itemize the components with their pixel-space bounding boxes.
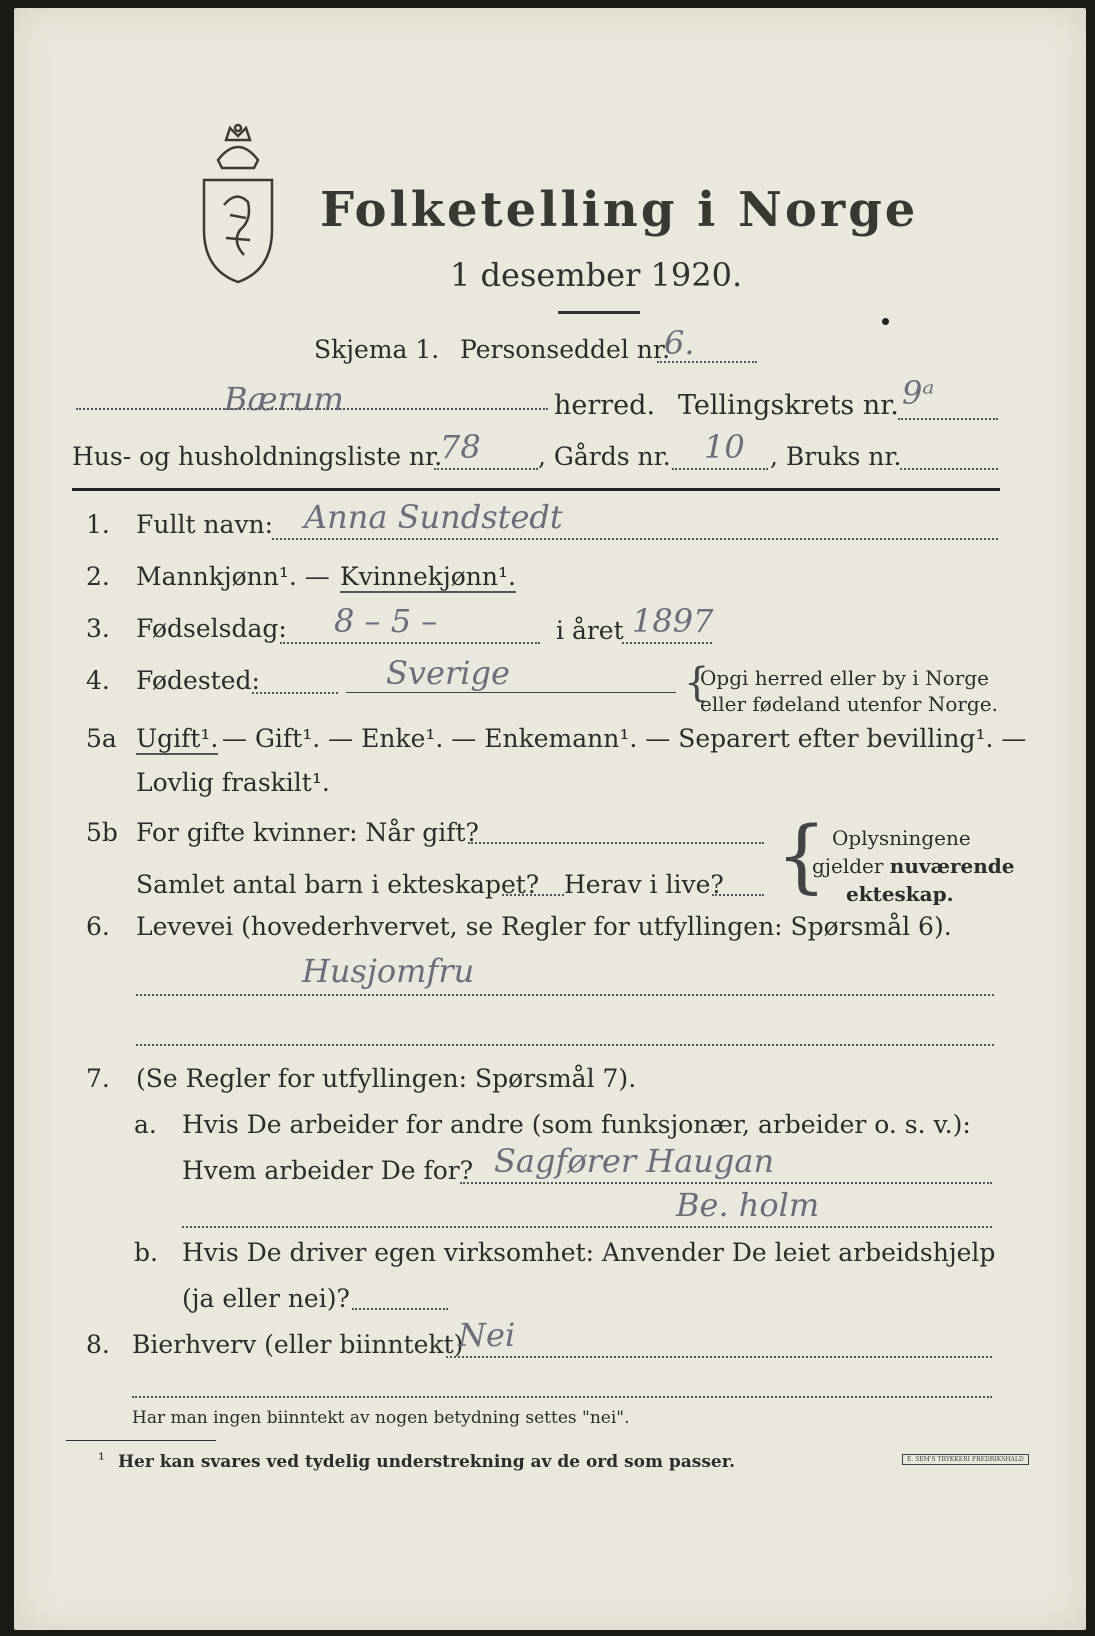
personseddel-field-line: [657, 361, 757, 363]
children-count-label: Samlet antal barn i ekteskapet?: [136, 870, 540, 899]
full-name-field-line: [272, 538, 998, 540]
side-income-value[interactable]: Nei: [458, 1316, 516, 1354]
schema-label: Skjema 1.: [314, 335, 440, 364]
title-divider: [558, 311, 640, 314]
employer-value-line1[interactable]: Sagfører Haugan: [494, 1142, 775, 1180]
marriage-note-line1: Oplysningene: [832, 826, 971, 850]
personseddel-label: Personseddel nr.: [460, 335, 671, 364]
gards-value[interactable]: 10: [704, 428, 745, 466]
status-unmarried-option[interactable]: Ugift¹.: [136, 724, 219, 753]
husliste-field-line: [434, 468, 538, 470]
marriage-note-emphasis: nuværende: [889, 854, 1015, 878]
footnote-rule: [66, 1440, 216, 1441]
census-date: 1 desember 1920.: [450, 256, 743, 294]
q8-label: Bierhverv (eller biinntekt): [132, 1330, 464, 1359]
q7-number: 7.: [86, 1064, 110, 1093]
birthplace-note-line2: eller fødeland utenfor Norge.: [700, 692, 998, 716]
footnote-mark: ¹: [98, 1450, 105, 1470]
gards-field-line: [672, 468, 768, 470]
bruks-label: , Bruks nr.: [770, 442, 902, 471]
side-income-field-line-2: [132, 1396, 992, 1398]
q4-number: 4.: [86, 666, 110, 695]
birth-year-value[interactable]: 1897: [632, 602, 714, 640]
marriage-note-brace: {: [776, 809, 827, 902]
gender-male-option[interactable]: Mannkjønn¹. —: [136, 562, 330, 591]
q4-label: Fødested:: [136, 666, 260, 695]
birthplace-field-line: [346, 692, 676, 693]
gards-label: , Gårds nr.: [538, 442, 671, 471]
children-alive-label: Herav i live?: [564, 870, 724, 899]
occupation-field-line-1: [136, 994, 994, 996]
ink-dot: [882, 318, 889, 325]
q2-number: 2.: [86, 562, 110, 591]
married-when-label: For gifte kvinner: Når gift?: [136, 818, 479, 847]
marriage-note-line2: gjelder nuværende: [812, 854, 1015, 878]
q1-label: Fullt navn:: [136, 510, 274, 539]
employer-field-line-1: [460, 1182, 992, 1184]
q7-label: (Se Regler for utfyllingen: Spørsmål 7).: [136, 1064, 637, 1093]
employer-label: Hvem arbeider De for?: [182, 1156, 474, 1185]
birthplace-field-line-left: [252, 692, 338, 694]
herred-field-line: [76, 408, 548, 410]
bruks-field-line: [900, 468, 998, 470]
occupation-value[interactable]: Husjomfru: [302, 952, 475, 990]
children-count-field-line: [502, 894, 564, 896]
marriage-note-line3: ekteskap.: [846, 882, 954, 906]
q7a-letter: a.: [134, 1110, 157, 1139]
birthplace-value[interactable]: Sverige: [386, 654, 510, 692]
q7a-line1: Hvis De arbeider for andre (som funksjonær, arbeider o. s. v.):: [182, 1110, 971, 1139]
header-divider: [72, 488, 1000, 491]
q6-label: Levevei (hovederhvervet, se Regler for utfyllingen: Spørsmål 6).: [136, 912, 952, 941]
side-income-note: Har man ingen biinntekt av nogen betydning settes "nei".: [132, 1408, 630, 1428]
q6-number: 6.: [86, 912, 110, 941]
employer-value-line2[interactable]: Be. holm: [676, 1186, 820, 1224]
married-when-field-line: [468, 842, 764, 844]
status-divorced-option[interactable]: Lovlig fraskilt¹.: [136, 768, 330, 797]
employer-field-line-2: [182, 1226, 992, 1228]
printer-stamp: E. SEM'S TRYKKERI FREDRIKSHALD: [902, 1454, 1029, 1465]
birthplace-note-brace: {: [684, 660, 710, 706]
tellingskrets-value[interactable]: 9ᵃ: [902, 374, 935, 412]
full-name-value[interactable]: Anna Sundstedt: [304, 498, 563, 536]
side-income-field-line-1: [446, 1356, 992, 1358]
tellingskrets-field-line: [898, 418, 998, 420]
q3-label: Fødselsdag:: [136, 614, 287, 643]
hired-help-field-line: [352, 1308, 448, 1310]
census-form-sheet: [14, 8, 1086, 1630]
q1-number: 1.: [86, 510, 110, 539]
birthdate-value[interactable]: 8 – 5 –: [334, 602, 438, 640]
norwegian-coat-of-arms-icon: [196, 120, 280, 286]
q7b-letter: b.: [134, 1238, 158, 1267]
herred-label: herred.: [554, 390, 656, 421]
q5b-number: 5b: [86, 818, 118, 847]
birthplace-note-line1: Opgi herred eller by i Norge: [700, 666, 989, 690]
personseddel-value[interactable]: 6.: [664, 324, 695, 362]
form-title: Folketelling i Norge: [320, 182, 919, 238]
q8-number: 8.: [86, 1330, 110, 1359]
children-alive-field-line: [712, 894, 764, 896]
gender-female-option[interactable]: Kvinnekjønn¹.: [340, 562, 516, 591]
birthdate-field-line: [280, 642, 540, 644]
birth-year-field-line: [622, 642, 712, 644]
q7b-line1: Hvis De driver egen virksomhet: Anvender De leiet arbeidshjelp: [182, 1238, 996, 1267]
occupation-field-line-2: [136, 1044, 994, 1046]
tellingskrets-label: Tellingskrets nr.: [678, 390, 899, 421]
birth-year-label: i året: [556, 616, 624, 645]
husliste-label: Hus- og husholdningsliste nr.: [72, 442, 443, 471]
husliste-value[interactable]: 78: [440, 428, 481, 466]
q5a-number: 5a: [86, 724, 117, 753]
q3-number: 3.: [86, 614, 110, 643]
hired-help-label: (ja eller nei)?: [182, 1284, 350, 1313]
marital-status-options[interactable]: — Gift¹. — Enke¹. — Enkemann¹. — Separert efter bevilling¹. —: [222, 724, 1027, 753]
footnote-text: Her kan svares ved tydelig understrekning av de ord som passer.: [118, 1452, 736, 1472]
herred-value[interactable]: Bærum: [224, 380, 344, 418]
